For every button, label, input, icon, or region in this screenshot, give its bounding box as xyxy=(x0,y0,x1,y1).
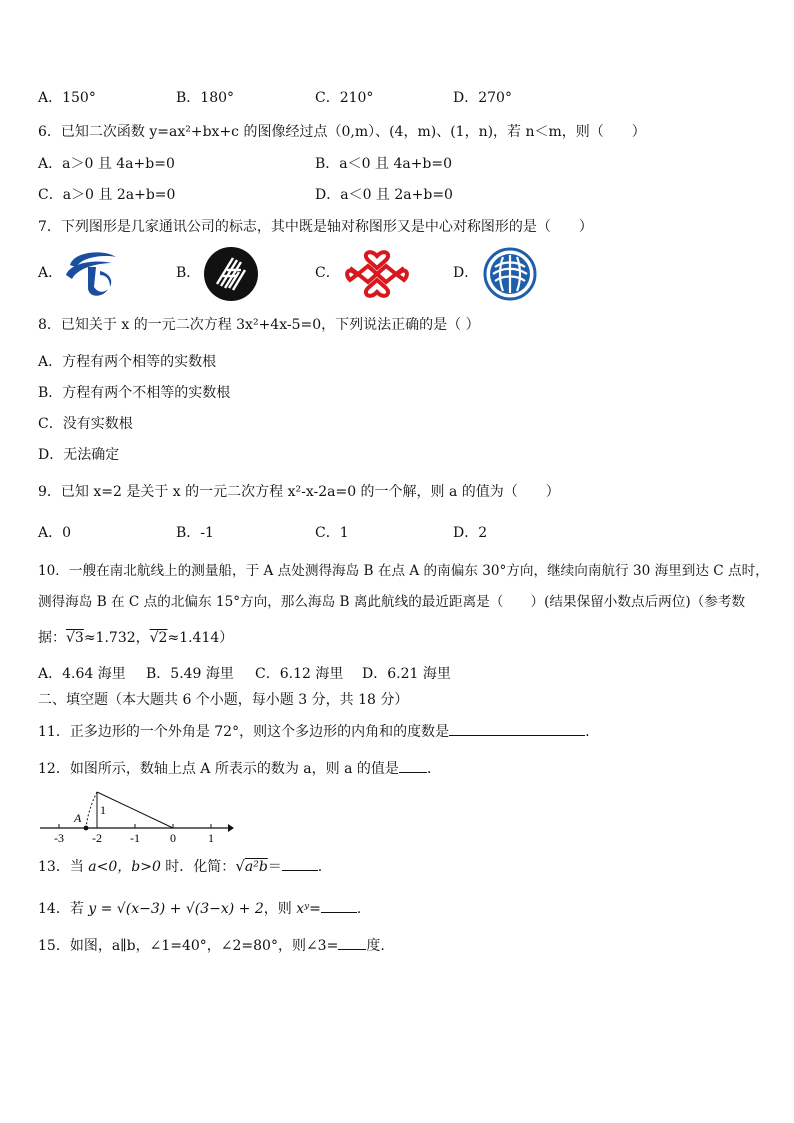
q13-line xyxy=(38,856,322,877)
q14-expression: y = √(x−3) + √(3−x) + 2 xyxy=(88,901,264,917)
q9-option-d: D．2 xyxy=(453,525,488,541)
q10-sqrt2: √2 xyxy=(149,630,168,646)
q6-option-c: C．a＞0 且 2a+b=0 xyxy=(38,187,176,203)
arc-line xyxy=(86,792,97,828)
section-2-heading: 二、填空题（本大题共 6 个小题，每小题 3 分，共 18 分） xyxy=(38,692,409,708)
q9-option-b: B．-1 xyxy=(176,525,214,541)
q7-label-c: C． xyxy=(315,265,340,281)
q14-power: xʸ xyxy=(296,901,310,917)
q14-equals: = xyxy=(309,901,321,917)
q13-condition: a<0，b>0 xyxy=(88,859,161,875)
q10-sqrt3: √3 xyxy=(66,630,84,646)
q11-end: . xyxy=(585,724,590,740)
tick-label-minus-2: -2 xyxy=(92,831,102,845)
tick-label-1: 1 xyxy=(208,831,214,845)
q14-line xyxy=(38,898,361,919)
q10-option-a: A．4.64 海里 xyxy=(38,666,126,682)
q5-option-b: B．180° xyxy=(176,90,235,106)
point-a xyxy=(84,826,89,831)
striped-circle-logo-icon xyxy=(203,246,259,302)
q11-stem: 11．正多边形的一个外角是 72°，则这个多边形的内角和的度数是 xyxy=(38,724,450,740)
china-telecom-logo-icon xyxy=(64,247,120,299)
q10-line-2: 测得海岛 B 在 C 点的北偏东 15°方向，那么海岛 B 离此航线的最近距离是（ ）(结果保留小数点后两位)（参考数 xyxy=(38,594,746,610)
q8-option-c: C．没有实数根 xyxy=(38,416,133,432)
q12-number-line-figure xyxy=(38,784,234,846)
q15-answer-blank[interactable] xyxy=(338,935,366,950)
height-label: 1 xyxy=(100,803,106,817)
q14-end: . xyxy=(356,901,362,917)
q10-option-c: C．6.12 海里 xyxy=(255,666,344,682)
q6-stem: 6．已知二次函数 y=ax²+bx+c 的图像经过点（0,m）、(4，m)、(1，n)，若 n＜m，则（ ） xyxy=(38,124,646,140)
hypotenuse-line xyxy=(97,792,173,828)
q5-option-a: A．150° xyxy=(38,90,96,106)
q13-mid: 时．化简： xyxy=(160,859,236,875)
tick-label-minus-3: -3 xyxy=(54,831,64,845)
q15-stem: 15．如图，a∥b，∠1=40°，∠2=80°，则∠3= xyxy=(38,938,339,954)
q6-option-b: B．a＜0 且 4a+b=0 xyxy=(315,156,453,172)
q7-label-d: D． xyxy=(453,265,479,281)
q15-line xyxy=(38,935,385,956)
q13-radical-sign: √ xyxy=(235,857,245,875)
q8-stem: 8．已知关于 x 的一元二次方程 3x²+4x-5=0，下列说法正确的是（ ） xyxy=(38,317,480,333)
china-unicom-logo-icon xyxy=(342,248,412,300)
q8-option-a: A．方程有两个相等的实数根 xyxy=(38,354,217,370)
q13-end: . xyxy=(317,859,323,875)
q12-end: . xyxy=(426,761,432,777)
q5-option-d: D．270° xyxy=(453,90,512,106)
q12-stem: 12．如图所示，数轴上点 A 所表示的数为 a，则 a 的值是 xyxy=(38,761,399,777)
q13-prefix: 13．当 xyxy=(38,859,89,875)
q13-equals: ＝ xyxy=(267,859,282,875)
q14-mid: ，则 xyxy=(263,901,297,917)
q10-line-3 xyxy=(38,628,233,648)
q9-option-c: C．1 xyxy=(315,525,349,541)
q6-option-d: D．a＜0 且 2a+b=0 xyxy=(315,187,453,203)
q9-option-a: A．0 xyxy=(38,525,72,541)
q8-option-d: D．无法确定 xyxy=(38,447,120,463)
q12-answer-blank[interactable] xyxy=(399,758,427,773)
q14-answer-blank[interactable] xyxy=(321,898,357,913)
tick-label-0: 0 xyxy=(170,831,176,845)
q10-approx2: ≈1.414） xyxy=(167,630,234,646)
q7-stem: 7．下列图形是几家通讯公司的标志，其中既是轴对称图形又是中心对称图形的是（ ） xyxy=(38,219,593,235)
q8-option-b: B．方程有两个不相等的实数根 xyxy=(38,385,231,401)
q13-expression: a²b xyxy=(244,859,268,875)
china-mobile-logo-icon xyxy=(483,247,537,301)
axis-arrow-icon xyxy=(228,824,234,832)
tick-label-minus-1: -1 xyxy=(130,831,140,845)
q6-option-a: A．a＞0 且 4a+b=0 xyxy=(38,156,175,172)
point-a-label: A xyxy=(74,811,82,825)
q14-prefix: 14．若 xyxy=(38,901,89,917)
q10-line-1: 10．一艘在南北航线上的测量船，于 A 点处测得海岛 B 在点 A 的南偏东 30°方向，继续向南航行 30 海里到达 C 点时， xyxy=(38,563,769,579)
q11-answer-blank[interactable] xyxy=(449,721,585,736)
q10-data-prefix: 据： xyxy=(38,630,66,646)
q7-label-b: B． xyxy=(176,265,201,281)
q10-approx1: ≈1.732， xyxy=(83,630,150,646)
q10-option-b: B．5.49 海里 xyxy=(146,666,234,682)
q15-end: 度. xyxy=(366,938,385,954)
q9-stem: 9．已知 x=2 是关于 x 的一元二次方程 x²-x-2a=0 的一个解，则 a 的值为（ ） xyxy=(38,484,560,500)
q11-line xyxy=(38,721,590,742)
q13-answer-blank[interactable] xyxy=(282,856,318,871)
q5-option-c: C．210° xyxy=(315,90,374,106)
q12-line xyxy=(38,758,431,779)
q7-label-a: A． xyxy=(38,265,63,281)
q10-option-d: D．6.21 海里 xyxy=(362,666,451,682)
